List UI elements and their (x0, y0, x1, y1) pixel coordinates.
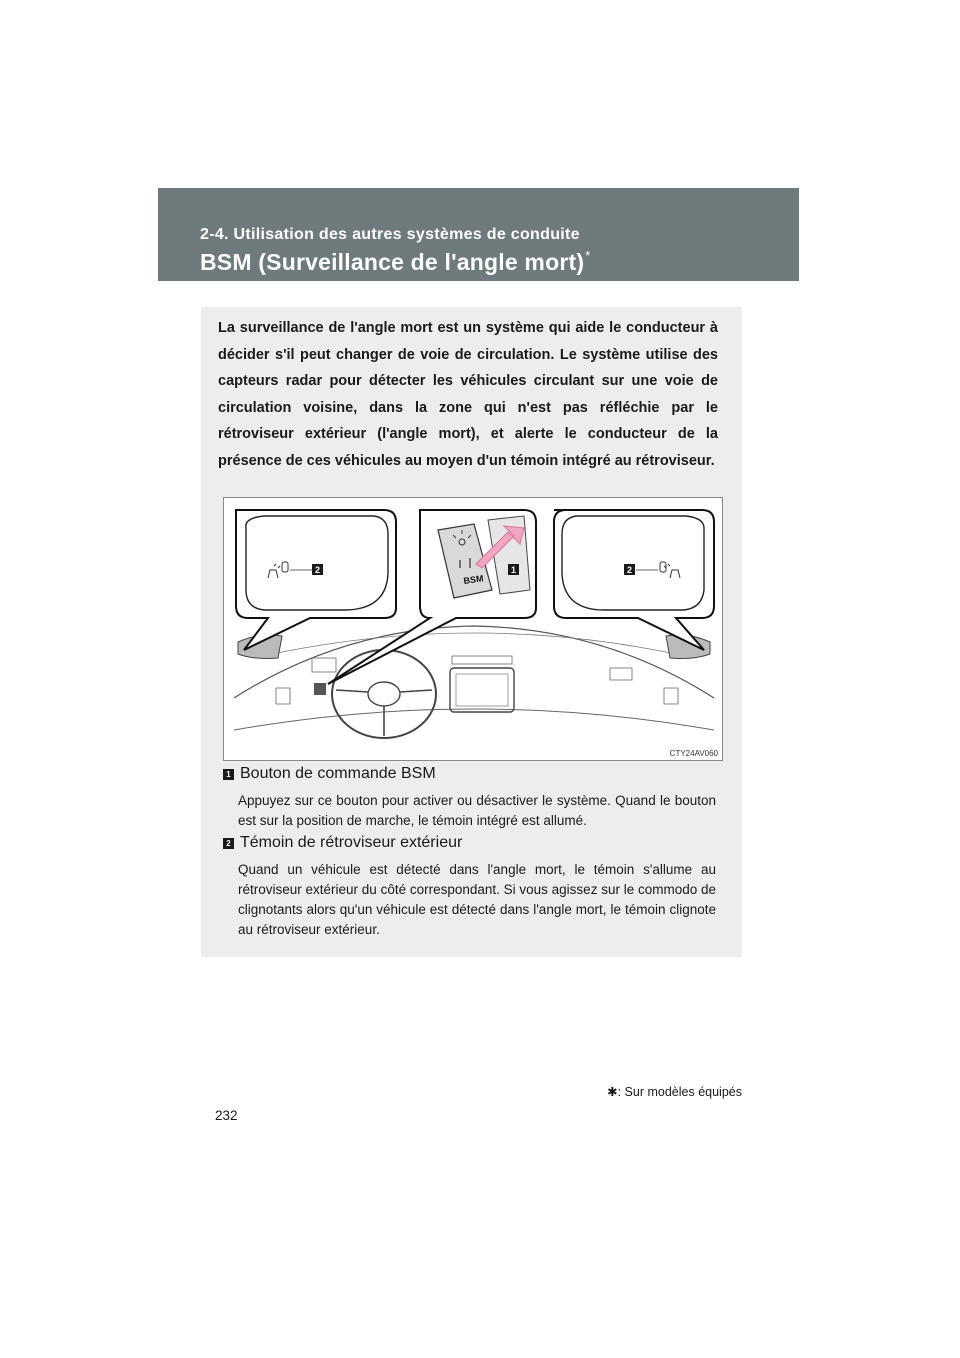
item-description: Appuyez sur ce bouton pour activer ou désactiver le système. Quand le bouton est sur la position de marche, le témoin intégré est allumé. (238, 793, 716, 828)
dashboard-drawing (224, 498, 724, 762)
intro-paragraph: La surveillance de l'angle mort est un système qui aide le conducteur à décider s'il peut changer de voie de circulation. Le système utilise des capteurs radar pour détecter les véhicules circulant sur une voie de circulation voisine, dans la zone qui n'est pas réfléchie par le rétroviseur extérieur (l'angle mort), et alerte le conducteur de la présence de ces véhicules au moyen d'un témoin intégré au rétroviseur. (218, 320, 718, 469)
item-mirror-indicator (223, 834, 723, 940)
bsm-illustration (223, 497, 723, 761)
item-number-badge: 1 (223, 769, 234, 780)
title-footnote-mark: * (585, 248, 591, 263)
page-title (200, 248, 590, 276)
section-title: 2-4. Utilisation des autres systèmes de conduite (200, 226, 580, 243)
item-heading (223, 765, 723, 783)
callout-number-1: 1 (510, 565, 517, 575)
callout-number-2-left: 2 (314, 565, 321, 575)
callout-number-2-right: 2 (626, 565, 633, 575)
page-number: 232 (215, 1108, 238, 1123)
page-title-text: BSM (Surveillance de l'angle mort) (200, 249, 585, 275)
bsm-button-text: BSM (462, 573, 485, 586)
item-title: Témoin de rétroviseur extérieur (240, 834, 463, 851)
content-box (201, 307, 742, 957)
item-bsm-switch (223, 765, 723, 831)
item-number-badge: 2 (223, 838, 234, 849)
item-heading (223, 834, 723, 852)
section-header (158, 188, 799, 281)
item-description: Quand un véhicule est détecté dans l'angle mort, le témoin s'allume au rétroviseur extérieur du côté correspondant. Si vous agissez sur le commodo de clignotants alors qu'un véhicule est détecté dans l'angle mort, le témoin clignote au rétroviseur extérieur. (238, 862, 716, 937)
item-title: Bouton de commande BSM (240, 765, 436, 782)
footnote: ✱: Sur modèles équipés (607, 1085, 742, 1099)
illustration-code: CTY24AV060 (669, 749, 718, 758)
